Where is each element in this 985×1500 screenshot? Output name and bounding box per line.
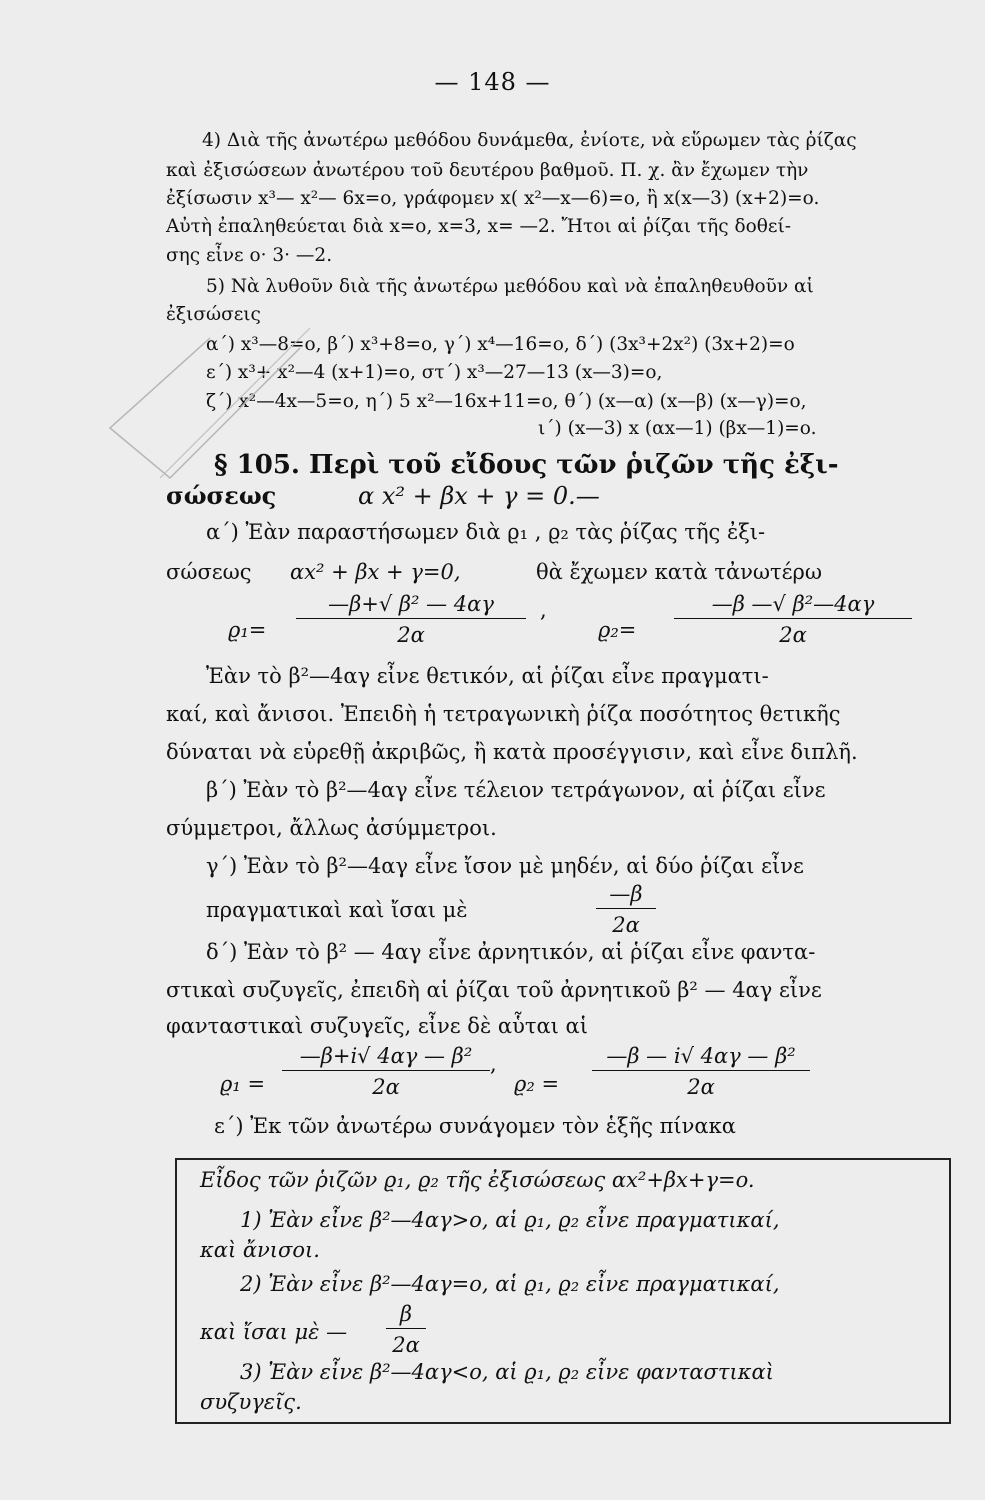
double-root-numerator: —β: [596, 882, 656, 909]
table-row3a: 3) Ἐὰν εἶνε β²—4αγ<o, αἱ ϱ₁, ϱ₂ εἶνε φανταστικαὶ: [240, 1360, 774, 1384]
complex-root2-denominator: 2α: [687, 1075, 715, 1099]
rho2-label: ϱ₂=: [598, 618, 637, 642]
complex-root-separator: ,: [490, 1052, 497, 1076]
table-row2b: καὶ ἴσαι μὲ —: [200, 1320, 348, 1344]
partD-line2: στικαὶ συζυγεῖς, ἐπειδὴ αἱ ῥίζαι τοῦ ἀρνητικοῦ β² — 4αγ εἶνε: [166, 978, 822, 1002]
para5-line1: 5) Νὰ λυθοῦν διὰ τῆς ἀνωτέρω μεθόδου καὶ νὰ ἐπαληθευθοῦν αἱ: [206, 276, 814, 297]
partA-line3: Ἐὰν τὸ β²—4αγ εἶνε θετικόν, αἱ ῥίζαι εἶνε πραγματι-: [206, 664, 769, 688]
para4-line2: καὶ ἐξισώσεων ἀνωτέρου τοῦ δευτέρου βαθμοῦ. Π. χ. ἂν ἔχωμεν τὴν: [166, 160, 809, 181]
partC-line2: πραγματικαὶ καὶ ἴσαι μὲ: [206, 898, 468, 922]
root2-numerator: —β —√ β²—4αγ: [674, 592, 912, 619]
double-root-fraction: [596, 882, 656, 937]
partD-line1: δ΄) Ἐὰν τὸ β² — 4αγ εἶνε ἀρνητικόν, αἱ ῥίζαι εἶνε φαντα-: [206, 940, 816, 964]
section-heading: § 105. Περὶ τοῦ εἴδους τῶν ῥιζῶν τῆς ἐξι-: [214, 450, 839, 480]
partA-line2c: θὰ ἔχωμεν κατὰ τἀνωτέρω: [536, 560, 823, 584]
table-row2-numerator: β: [386, 1302, 426, 1329]
para4-line5: σης εἶνε o· 3· —2.: [166, 245, 333, 266]
rho1-complex-label: ϱ₁ =: [220, 1072, 266, 1096]
exercise-i: ι΄) (x—3) x (αx—1) (βx—1)=o.: [538, 418, 817, 439]
para4-line1: 4) Διὰ τῆς ἀνωτέρω μεθόδου δυνάμεθα, ἐνίοτε, νὰ εὕρωμεν τὰς ῥίζας: [202, 130, 857, 151]
para4-line3: ἐξίσωσιν x³— x²— 6x=o, γράφομεν x( x²—x—6)=o, ἢ x(x—3) (x+2)=o.: [166, 188, 820, 209]
table-row2-fraction: [386, 1302, 426, 1357]
root2-denominator: 2α: [779, 623, 807, 647]
partA-line5: δύναται νὰ εὑρεθῇ ἀκριβῶς, ἢ κατὰ προσέγγισιν, καὶ εἶνε διπλῆ.: [166, 740, 858, 764]
double-root-denominator: 2α: [612, 913, 640, 937]
rho1-label: ϱ₁=: [228, 618, 267, 642]
partA-equation: αx² + βx + γ=0,: [290, 560, 461, 584]
partA-line2a: σώσεως: [166, 560, 252, 584]
root1-denominator: 2α: [397, 623, 425, 647]
partB-line1: β΄) Ἐὰν τὸ β²—4αγ εἶνε τέλειον τετράγωνον, αἱ ῥίζαι εἶνε: [206, 778, 826, 802]
complex-root1-numerator: —β+i√ 4αγ — β²: [282, 1044, 490, 1071]
complex-root1-fraction: [282, 1044, 490, 1099]
partD-line3: φανταστικαὶ συζυγεῖς, εἶνε δὲ αὗται αἱ: [166, 1014, 588, 1038]
exercise-e-st: ε΄) x³+ x²—4 (x+1)=o, στ΄) x³—27—13 (x—3)=o,: [206, 362, 663, 383]
rho2-complex-label: ϱ₂ =: [514, 1072, 560, 1096]
page-number: — 148 —: [434, 68, 551, 96]
partA-line4: καί, καὶ ἄνισοι. Ἐπειδὴ ἡ τετραγωνικὴ ῥίζα ποσότητος θετικῆς: [166, 702, 841, 726]
root1-numerator: —β+√ β² — 4αγ: [296, 592, 526, 619]
root1-fraction: [296, 592, 526, 647]
root2-fraction: [674, 592, 912, 647]
partA-line1: α΄) Ἐὰν παραστήσωμεν διὰ ϱ₁ , ϱ₂ τὰς ῥίζας τῆς ἐξι-: [206, 520, 766, 544]
complex-root2-fraction: [592, 1044, 810, 1099]
para4-line4: Αὐτὴ ἐπαληθεύεται διὰ x=o, x=3, x= —2. Ἤτοι αἱ ῥίζαι τῆς δοθεί-: [166, 216, 791, 237]
partB-line2: σύμμετροι, ἄλλως ἀσύμμετροι.: [166, 816, 497, 840]
table-row1b: καὶ ἄνισοι.: [200, 1238, 320, 1262]
exercise-a-d: α΄) x³—8=o, β΄) x³+8=o, γ΄) x⁴—16=o, δ΄) (3x³+2x²) (3x+2)=o: [206, 334, 795, 355]
table-row1a: 1) Ἐὰν εἶνε β²—4αγ>o, αἱ ϱ₁, ϱ₂ εἶνε πραγματικαί,: [240, 1208, 780, 1232]
table-row3b: συζυγεῖς.: [200, 1390, 302, 1414]
para5-line2: ἐξισώσεις: [166, 304, 261, 325]
table-row2a: 2) Ἐὰν εἶνε β²—4αγ=o, αἱ ϱ₁, ϱ₂ εἶνε πραγματικαί,: [240, 1272, 780, 1296]
complex-root1-denominator: 2α: [372, 1075, 400, 1099]
partC-line1: γ΄) Ἐὰν τὸ β²—4αγ εἶνε ἴσον μὲ μηδέν, αἱ δύο ῥίζαι εἶνε: [206, 854, 804, 878]
section-heading-cont: σώσεως: [166, 481, 277, 510]
partE-line1: ε΄) Ἐκ τῶν ἀνωτέρω συνάγομεν τὸν ἑξῆς πίνακα: [214, 1114, 736, 1138]
root-separator: ,: [540, 598, 547, 622]
table-title: Εἶδος τῶν ῥιζῶν ϱ₁, ϱ₂ τῆς ἐξισώσεως αx²+βx+γ=o.: [200, 1168, 755, 1192]
quadratic-equation: α x² + βx + γ = 0.—: [358, 482, 600, 510]
complex-root2-numerator: —β — i√ 4αγ — β²: [592, 1044, 810, 1071]
exercise-z-th: ζ΄) x²—4x—5=o, η΄) 5 x²—16x+11=o, θ΄) (x—α) (x—β) (x—γ)=o,: [206, 391, 807, 412]
table-row2-denominator: 2α: [392, 1333, 420, 1357]
